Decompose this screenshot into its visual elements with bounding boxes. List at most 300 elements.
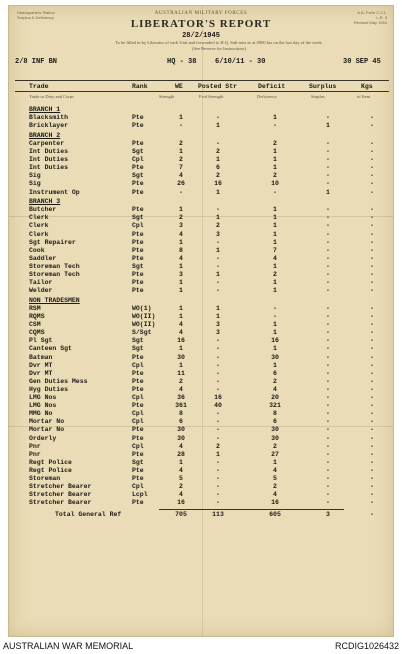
row-establishment: 1	[179, 287, 183, 295]
row-surplus: -	[326, 483, 330, 491]
row-kgs: -	[370, 442, 374, 450]
row-trade: Batman	[29, 353, 53, 361]
row-trade: Cook	[29, 246, 45, 254]
archive-reference: RCDIG1026432	[334, 641, 399, 651]
row-kgs: -	[370, 122, 374, 130]
row-rank: Pte	[132, 377, 144, 385]
row-establishment: 1	[179, 304, 183, 312]
row-deficit: -	[273, 304, 277, 312]
row-trade: Int Duties	[29, 148, 69, 155]
table-row	[15, 410, 389, 418]
row-rank: Pte	[132, 369, 144, 377]
table-row	[15, 122, 389, 130]
row-establishment: 2	[179, 483, 183, 491]
row-posted: 1	[216, 122, 220, 130]
table-row	[15, 354, 389, 362]
table-row	[15, 418, 389, 426]
row-deficit: 7	[273, 246, 277, 254]
row-kgs: -	[370, 279, 374, 287]
row-deficit: 1	[273, 156, 277, 164]
row-deficit: 6	[273, 418, 277, 426]
row-kgs: -	[370, 230, 374, 238]
row-rank: Pte	[132, 402, 144, 410]
total-surplus: 3	[326, 511, 330, 519]
col-sub-surplus: Surplus	[311, 94, 325, 99]
row-kgs: -	[370, 222, 374, 230]
row-rank: Pte	[132, 180, 144, 188]
row-surplus: -	[326, 304, 330, 312]
row-establishment: 1	[179, 279, 183, 287]
total-row	[15, 511, 389, 519]
row-rank: Sgt	[132, 345, 144, 353]
row-establishment: 28	[177, 450, 185, 458]
row-trade: Hyg Duties	[29, 385, 69, 393]
row-kgs: -	[370, 287, 374, 295]
row-posted: -	[216, 114, 220, 122]
row-deficit: 1	[273, 361, 277, 369]
row-establishment: 4	[179, 172, 183, 180]
table-row	[15, 180, 389, 188]
row-trade: Sgt Repairer	[29, 238, 76, 246]
section-heading-row	[15, 198, 389, 206]
row-deficit: 1	[273, 329, 277, 337]
table-row	[15, 337, 389, 345]
row-establishment: 16	[177, 337, 185, 345]
col-rank: Rank	[132, 83, 148, 90]
table-row	[15, 499, 389, 507]
row-surplus: -	[326, 426, 330, 434]
total-deficit: 605	[269, 511, 281, 519]
col-sub-fwd: Fwd Strength	[199, 94, 224, 99]
row-rank: Cpl	[132, 156, 144, 164]
row-posted: -	[216, 458, 220, 466]
row-rank: WO(II)	[132, 321, 156, 329]
row-deficit: 1	[273, 164, 277, 172]
row-deficit: 30	[271, 353, 279, 361]
row-deficit: 2	[273, 271, 277, 278]
table-row	[15, 239, 389, 247]
row-trade: Welder	[29, 287, 53, 295]
row-establishment: 3	[179, 222, 183, 230]
row-rank: Cpl	[132, 222, 144, 230]
row-trade: Regt Police	[29, 466, 72, 474]
row-kgs: -	[370, 410, 374, 418]
row-deficit: 6	[273, 369, 277, 377]
row-rank: Sgt	[132, 337, 144, 345]
row-surplus: -	[326, 394, 330, 401]
table-row	[15, 386, 389, 394]
row-deficit: 4	[273, 466, 277, 474]
row-surplus: -	[326, 271, 330, 278]
row-posted: -	[216, 426, 220, 434]
row-kgs: -	[370, 418, 374, 426]
row-posted: -	[216, 475, 220, 482]
row-deficit: 8	[273, 410, 277, 418]
row-trade: CQMS	[29, 329, 45, 337]
row-deficit: 4	[273, 385, 277, 393]
row-deficit: 5	[273, 475, 277, 482]
row-kgs: -	[370, 188, 374, 196]
row-trade: Pnr	[29, 450, 41, 458]
table-row	[15, 156, 389, 164]
row-surplus: -	[326, 222, 330, 230]
col-sub-strength: Strength	[159, 94, 175, 99]
row-posted: -	[216, 238, 220, 246]
row-deficit: 16	[271, 499, 279, 507]
row-establishment: 4	[179, 329, 183, 337]
row-surplus: -	[326, 172, 330, 180]
row-rank: S/Sgt	[132, 329, 152, 337]
table-row	[15, 279, 389, 287]
row-surplus: -	[326, 206, 330, 214]
row-surplus: -	[326, 418, 330, 426]
row-trade: Regt Police	[29, 458, 72, 466]
row-posted: 16	[214, 394, 222, 401]
row-surplus: -	[326, 499, 330, 507]
row-trade: Orderly	[29, 434, 57, 442]
row-deficit: 2	[273, 172, 277, 180]
row-establishment: 4	[179, 321, 183, 329]
row-rank: Pte	[132, 188, 144, 196]
row-posted: -	[216, 279, 220, 287]
row-posted: -	[216, 287, 220, 295]
row-trade: Instrument Op	[29, 188, 80, 196]
row-surplus: -	[326, 410, 330, 418]
total-rule	[159, 509, 344, 510]
row-surplus: -	[326, 164, 330, 172]
row-deficit: 2	[273, 442, 277, 450]
row-surplus: -	[326, 385, 330, 393]
row-establishment: 7	[179, 164, 183, 172]
row-establishment: 1	[179, 262, 183, 270]
row-trade: Carpenter	[29, 139, 65, 147]
row-posted: -	[216, 377, 220, 385]
table-row	[15, 451, 389, 459]
row-kgs: -	[370, 361, 374, 369]
row-posted: -	[216, 418, 220, 426]
row-deficit: 30	[271, 434, 279, 442]
row-deficit: 1	[273, 238, 277, 246]
row-posted: -	[216, 337, 220, 345]
row-rank: Lcpl	[132, 491, 148, 499]
row-posted: 2	[216, 148, 220, 155]
row-rank: Sgt	[132, 148, 144, 155]
row-establishment: 11	[177, 369, 185, 377]
table-row	[15, 271, 389, 279]
col-sub-deficiency: Deficiency	[257, 94, 277, 99]
row-trade: Blacksmith	[29, 114, 69, 122]
row-kgs: -	[370, 321, 374, 329]
row-rank: Pte	[132, 426, 144, 434]
row-kgs: -	[370, 214, 374, 222]
row-kgs: -	[370, 139, 374, 147]
row-rank: Pte	[132, 238, 144, 246]
row-establishment: 1	[179, 238, 183, 246]
table-row	[15, 443, 389, 451]
row-rank: Pte	[132, 385, 144, 393]
row-surplus: -	[326, 345, 330, 353]
row-establishment: 2	[179, 156, 183, 164]
row-kgs: -	[370, 164, 374, 172]
row-establishment: 6	[179, 418, 183, 426]
row-posted: 1	[216, 313, 220, 320]
row-establishment: 1	[179, 345, 183, 353]
table-row	[15, 345, 389, 353]
section-heading: NON TRADESMEN	[29, 296, 80, 304]
row-trade: RQMS	[29, 313, 45, 320]
row-trade: Stretcher Bearer	[29, 483, 92, 491]
row-trade: Clerk	[29, 230, 49, 238]
row-establishment: 4	[179, 466, 183, 474]
table-row	[15, 321, 389, 329]
row-surplus: 1	[326, 122, 330, 130]
row-establishment: 1	[179, 458, 183, 466]
row-trade: Dvr MT	[29, 369, 53, 377]
row-rank: Sgt	[132, 262, 144, 270]
row-surplus: -	[326, 321, 330, 329]
table-row	[15, 435, 389, 443]
table-row	[15, 378, 389, 386]
col-sub-item: of Item	[357, 94, 371, 99]
row-kgs: -	[370, 313, 374, 320]
row-posted: 1	[216, 246, 220, 254]
report-title: LIBERATOR'S REPORT	[130, 18, 272, 30]
row-surplus: -	[326, 337, 330, 345]
row-establishment: -	[179, 188, 183, 196]
row-rank: Pte	[132, 499, 144, 507]
row-posted: 1	[216, 271, 220, 278]
row-surplus: -	[326, 180, 330, 188]
row-kgs: -	[370, 206, 374, 214]
section-heading: BRANCH 3	[29, 198, 61, 206]
instructions-line: To be filled in by Liberator of each Unit and forwarded to H.Q. Sub-area as at 0900 hrs on the last day of the week.	[115, 40, 323, 45]
section-heading: BRANCH 1	[29, 106, 61, 113]
row-deficit: 1	[273, 214, 277, 222]
row-trade: Saddler	[29, 254, 57, 262]
row-kgs: -	[370, 394, 374, 401]
row-kgs: -	[370, 262, 374, 270]
row-kgs: -	[370, 172, 374, 180]
row-surplus: -	[326, 466, 330, 474]
row-establishment: 30	[177, 434, 185, 442]
row-deficit: 27	[271, 450, 279, 458]
organisation-name: AUSTRALIAN MILITARY FORCES	[154, 11, 248, 16]
row-trade: Storeman Tech	[29, 262, 80, 270]
row-rank: Pte	[132, 164, 144, 172]
row-posted: 1	[216, 304, 220, 312]
row-posted: 16	[214, 180, 222, 188]
total-establishment: 705	[175, 511, 187, 519]
row-posted: -	[216, 466, 220, 474]
row-kgs: -	[370, 499, 374, 507]
row-trade: CSM	[29, 321, 41, 329]
table-row	[15, 164, 389, 172]
row-establishment: 36	[177, 394, 185, 401]
hq-code: HQ - 38	[167, 58, 197, 66]
row-kgs: -	[370, 458, 374, 466]
row-establishment: 2	[179, 139, 183, 147]
row-kgs: -	[370, 156, 374, 164]
row-kgs: -	[370, 345, 374, 353]
table-row	[15, 394, 389, 402]
row-kgs: -	[370, 337, 374, 345]
col-surplus: Surplus	[309, 83, 337, 90]
row-establishment: 4	[179, 254, 183, 262]
table-row	[15, 305, 389, 313]
total-posted: 113	[212, 511, 224, 519]
row-deficit: 4	[273, 254, 277, 262]
row-kgs: -	[370, 491, 374, 499]
row-rank: Sgt	[132, 172, 144, 180]
row-surplus: -	[326, 450, 330, 458]
row-posted: -	[216, 206, 220, 214]
row-deficit: 16	[271, 337, 279, 345]
row-rank: Pte	[132, 246, 144, 254]
row-kgs: -	[370, 180, 374, 188]
row-establishment: 4	[179, 442, 183, 450]
row-kgs: -	[370, 434, 374, 442]
row-kgs: -	[370, 304, 374, 312]
row-posted: -	[216, 483, 220, 491]
row-posted: -	[216, 345, 220, 353]
row-posted: 3	[216, 230, 220, 238]
table-row	[15, 214, 389, 222]
row-posted: 1	[216, 450, 220, 458]
row-establishment: 16	[177, 499, 185, 507]
row-surplus: -	[326, 114, 330, 122]
row-posted: -	[216, 385, 220, 393]
row-trade: Stretcher Bearer	[29, 491, 92, 499]
row-kgs: -	[370, 353, 374, 361]
row-posted: 1	[216, 214, 220, 222]
row-trade: Pl Sgt	[29, 337, 53, 345]
row-rank: Cpl	[132, 361, 144, 369]
table-row	[15, 206, 389, 214]
row-establishment: 3	[179, 271, 183, 278]
col-establishment: WE	[175, 83, 183, 90]
archive-footer	[0, 639, 402, 654]
row-surplus: -	[326, 361, 330, 369]
row-surplus: -	[326, 262, 330, 270]
row-trade: Storeman Tech	[29, 271, 80, 278]
row-deficit: 1	[273, 262, 277, 270]
row-trade: Butcher	[29, 206, 57, 214]
form-code: L.R. 3	[376, 15, 387, 20]
row-establishment: 1	[179, 313, 183, 320]
table-row	[15, 459, 389, 467]
table-row	[15, 189, 389, 197]
row-surplus: -	[326, 279, 330, 287]
row-deficit: 1	[273, 222, 277, 230]
row-surplus: -	[326, 287, 330, 295]
row-kgs: -	[370, 271, 374, 278]
row-establishment: 361	[175, 402, 187, 410]
row-deficit: 1	[273, 458, 277, 466]
row-trade: Clerk	[29, 222, 49, 230]
row-surplus: -	[326, 313, 330, 320]
row-posted: 40	[214, 402, 222, 410]
row-deficit: 1	[273, 321, 277, 329]
row-establishment: 5	[179, 475, 183, 482]
row-rank: Pte	[132, 466, 144, 474]
date-code: 6/10/11 - 30	[215, 58, 266, 66]
table-row	[15, 362, 389, 370]
row-kgs: -	[370, 238, 374, 246]
row-posted: 2	[216, 442, 220, 450]
row-establishment: -	[179, 122, 183, 130]
row-establishment: 30	[177, 353, 185, 361]
section-heading: BRANCH 2	[29, 131, 61, 139]
row-kgs: -	[370, 148, 374, 155]
unit-code: 2/8 INF BN	[15, 58, 58, 66]
row-posted: -	[216, 361, 220, 369]
row-establishment: 1	[179, 361, 183, 369]
table-row	[15, 231, 389, 239]
table-row	[15, 475, 389, 483]
identification-row	[15, 58, 389, 67]
header-left-line: Headquarters Station	[17, 10, 55, 15]
row-posted: -	[216, 410, 220, 418]
row-rank: Sgt	[132, 458, 144, 466]
row-rank: Cpl	[132, 483, 144, 491]
row-surplus: -	[326, 329, 330, 337]
document-sheet	[8, 5, 394, 637]
row-posted: 2	[216, 222, 220, 230]
row-rank: Pte	[132, 475, 144, 482]
row-rank: WO(1)	[132, 304, 152, 312]
row-rank: Sgt	[132, 214, 144, 222]
row-surplus: -	[326, 139, 330, 147]
row-deficit: 1	[273, 148, 277, 155]
row-surplus: -	[326, 230, 330, 238]
table-row	[15, 263, 389, 271]
row-establishment: 4	[179, 385, 183, 393]
row-trade: Stretcher Bearer	[29, 499, 92, 507]
row-deficit: 1	[273, 114, 277, 122]
row-surplus: -	[326, 458, 330, 466]
row-trade: Sig	[29, 180, 41, 188]
table-row	[15, 140, 389, 148]
col-posted: Posted Str	[198, 83, 238, 90]
table-row	[15, 172, 389, 180]
row-rank: Pte	[132, 139, 144, 147]
row-posted: -	[216, 254, 220, 262]
row-establishment: 26	[177, 180, 185, 188]
row-trade: LMG Nos	[29, 402, 57, 410]
row-deficit: 321	[269, 402, 281, 410]
total-kgs: -	[370, 511, 374, 519]
row-deficit: 1	[273, 230, 277, 238]
row-posted: 1	[216, 188, 220, 196]
row-establishment: 30	[177, 426, 185, 434]
row-surplus: -	[326, 491, 330, 499]
col-trade: Trade	[29, 83, 49, 90]
row-kgs: -	[370, 329, 374, 337]
row-deficit: 4	[273, 491, 277, 499]
table-row	[15, 287, 389, 295]
row-deficit: 1	[273, 279, 277, 287]
row-deficit: 30	[271, 426, 279, 434]
row-deficit: -	[273, 313, 277, 320]
row-posted: -	[216, 434, 220, 442]
row-establishment: 1	[179, 114, 183, 122]
row-deficit: -	[273, 122, 277, 130]
row-kgs: -	[370, 426, 374, 434]
total-label: Total General Ref	[55, 511, 122, 519]
row-kgs: -	[370, 466, 374, 474]
row-trade: Bricklayer	[29, 122, 69, 130]
row-rank: Pte	[132, 230, 144, 238]
